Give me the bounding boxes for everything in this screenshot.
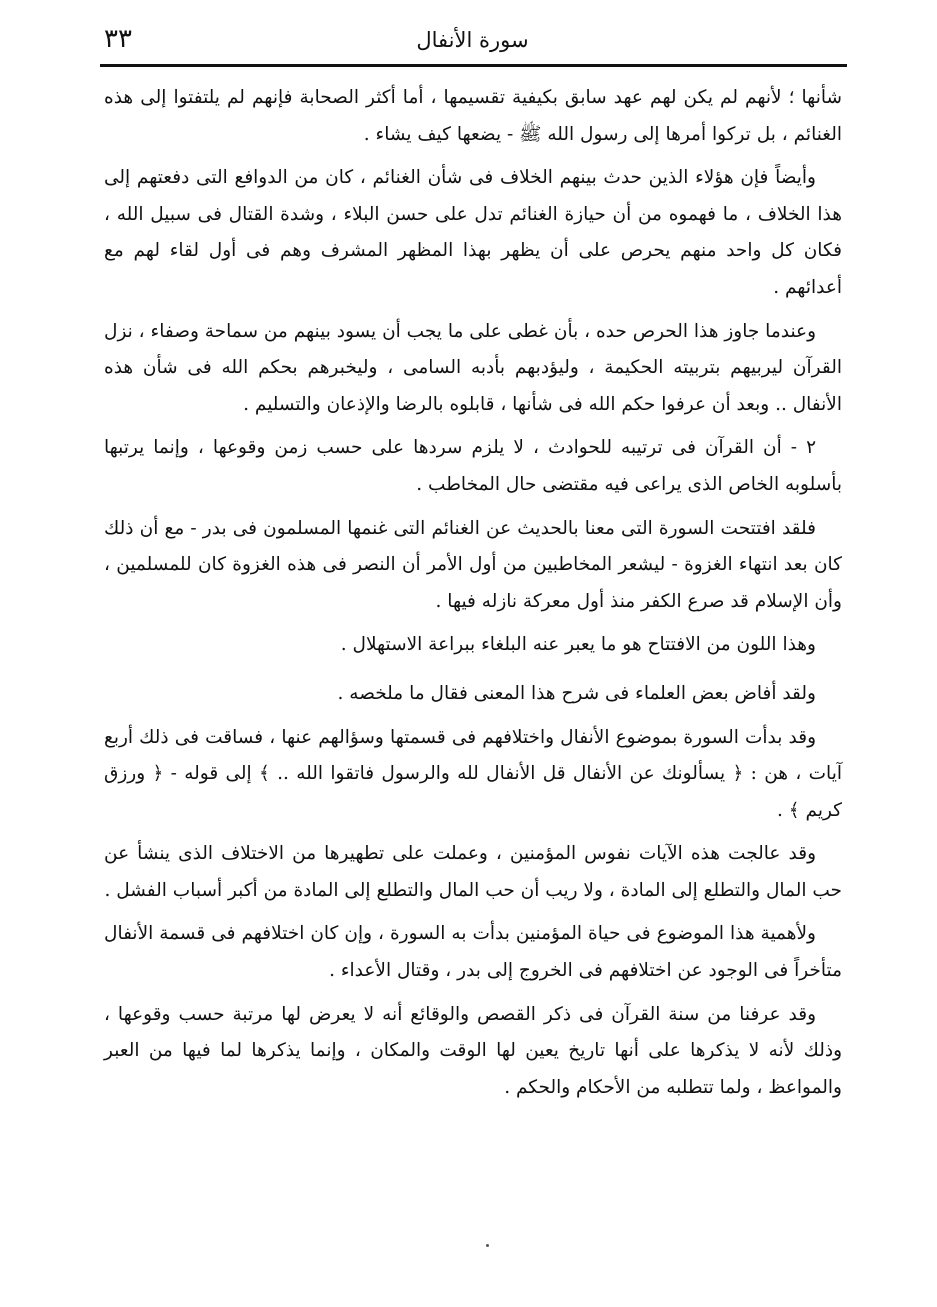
print-speck [486, 1244, 489, 1247]
running-title: سورة الأنفال [416, 28, 529, 52]
paragraph: وهذا اللون من الافتتاح هو ما يعبر عنه البلغاء ببراعة الاستهلال . [340, 634, 816, 656]
page-number: ٣٣ [104, 24, 132, 54]
paragraph: فلقد افتتحت السورة التى معنا بالحديث عن الغنائم التى غنمها المسلمون فى بدر - مع أن ذلك كان بعد انتهاء الغزوة - ليشعر المخاطبين من أول الأمر أن النصر فى هذه الغزوة كان للمسلمين ، وأن الإسلام قد صرع الكفر منذ أول معركة نازله فيها . [104, 517, 842, 612]
header-rule [100, 64, 847, 67]
paragraph: ولقد أفاض بعض العلماء فى شرح هذا المعنى فقال ما ملخصه . [337, 682, 816, 704]
paragraph: ٢ - أن القرآن فى ترتيبه للحوادث ، لا يلزم سردها على حسب زمن وقوعها ، وإنما يرتبها بأسلوبه الخاص الذى يراعى فيه مقتضى حال المخاطب . [104, 437, 842, 495]
page-header [100, 18, 845, 58]
paragraph: وأيضاً فإن هؤلاء الذين حدث بينهم الخلاف فى شأن الغنائم ، كان من الدوافع التى دفعتهم إلى هذا الخلاف ، ما فهموه من أن حيازة الغنائم تدل على حسن البلاء ، وشدة القتال فى سبيل الله ، فكان كل واحد منهم يحرص على أن يظهر بهذا المظهر المشرف وهم فى أول لقاء لهم مع أعدائهم . [104, 167, 842, 298]
paragraph: ولأهمية هذا الموضوع فى حياة المؤمنين بدأت به السورة ، وإن كان اختلافهم فى قسمة الأنفال متأخراً فى الوجود عن اختلافهم فى الخروج إلى بدر ، وقتال الأعداء . [104, 923, 842, 982]
page-body [104, 80, 842, 1113]
paragraph: وقد عرفنا من سنة القرآن فى ذكر القصص والوقائع أنه لا يعرض لها مرتبة حسب وقوعها ، وذلك لأنه لا يذكرها على أنها تاريخ يعين لها الوقت والمكان ، وإنما يذكرها لما فيها من العبر والمواعظ ، ولما تتطلبه من الأحكام والحكم . [104, 1003, 842, 1098]
paragraph: وقد بدأت السورة بموضوع الأنفال واختلافهم فى قسمتها وسؤالهم عنها ، فساقت فى ذلك أربع آيات ، هن : ﴿ يسألونك عن الأنفال قل الأنفال لله والرسول فاتقوا الله .. ﴾ إلى قوله - ﴿ ورزق كريم ﴾ . [104, 726, 842, 821]
paragraph: شأنها ؛ لأنهم لم يكن لهم عهد سابق بكيفية تقسيمها ، أما أكثر الصحابة فإنهم لم يلتفتوا إلى هذه الغنائم ، بل تركوا أمرها إلى رسول الله ﷺ - يضعها كيف يشاء . [104, 87, 842, 145]
paragraph: وقد عالجت هذه الآيات نفوس المؤمنين ، وعملت على تطهيرها من الاختلاف الذى ينشأ عن حب المال والتطلع إلى المادة ، ولا ريب أن حب المال والتطلع إلى المادة من أكبر أسباب الفشل . [104, 843, 842, 901]
paragraph: وعندما جاوز هذا الحرص حده ، بأن غطى على ما يجب أن يسود بينهم من سماحة وصفاء ، نزل القرآن ليربيهم بتربيته الحكيمة ، وليؤدبهم بأدبه السامى ، وليخبرهم بحكم الله فى شأن هذه الأنفال .. وبعد أن عرفوا حكم الله فى شأنها ، قابلوه بالرضا والإذعان والتسليم . [104, 320, 842, 415]
